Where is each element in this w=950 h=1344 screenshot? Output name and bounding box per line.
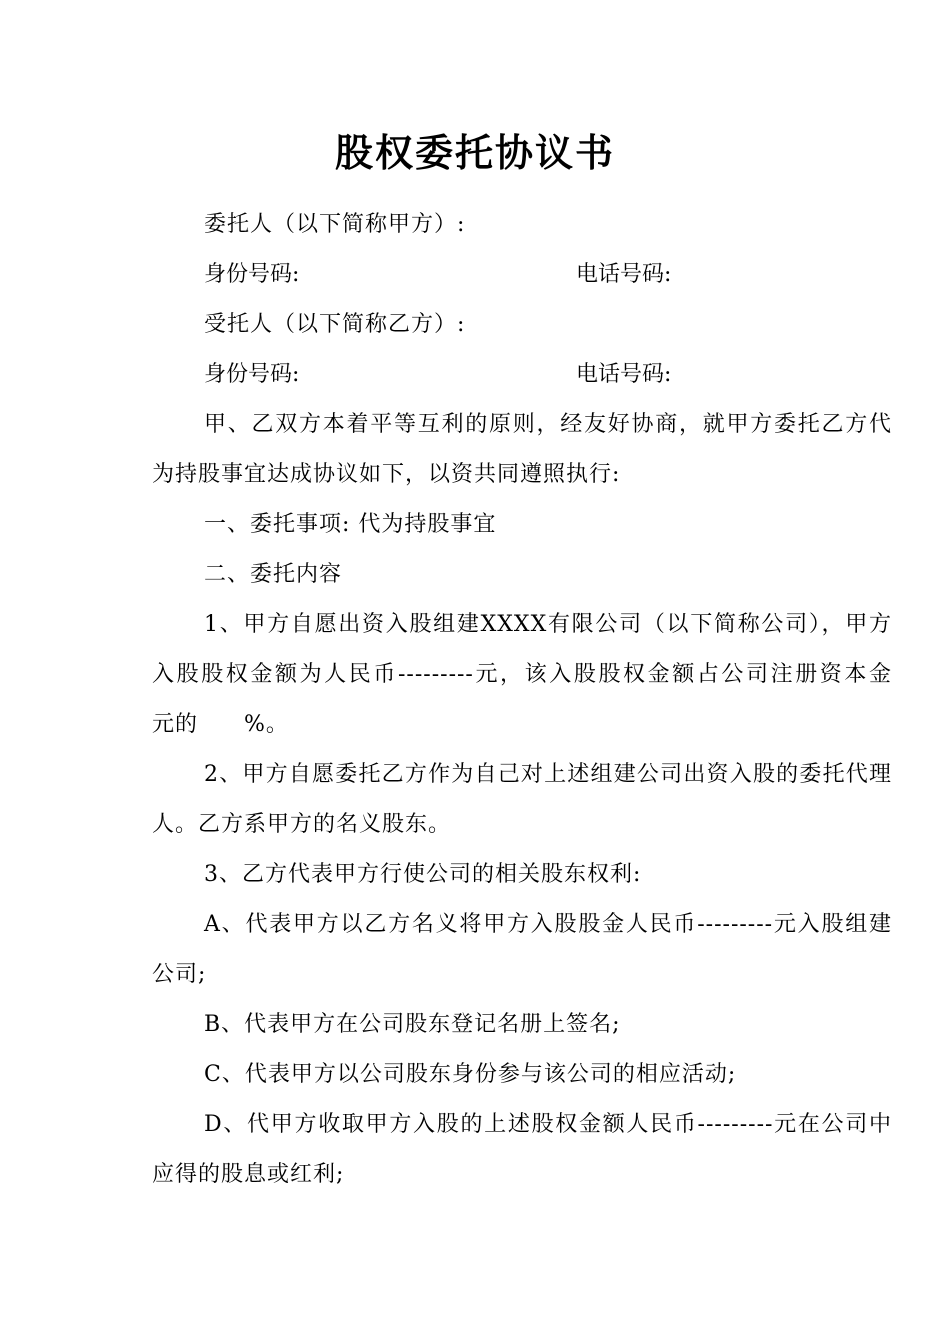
clause-c: C、代表甲方以公司股东身份参与该公司的相应活动; [204,1062,737,1087]
agent-phone-label: 电话号码: [576,362,672,387]
clause-3: 3、乙方代表甲方行使公司的相关股东权利: [204,862,642,887]
document-body [152,200,939,1200]
principal-line: 委托人（以下简称甲方）: [204,212,466,237]
principal-id-label: 身份号码: [204,262,300,287]
principal-phone-label: 电话号码: [576,262,672,287]
section-two: 二、委托内容 [204,562,343,587]
intro-paragraph: 甲、乙双方本着平等互利的原则，经友好协商，就甲方委托乙方代为持股事宜达成协议如下，以资共同遵照执行: [152,412,892,487]
agent-contact-row [152,350,892,400]
agent-id-label: 身份号码: [204,362,300,387]
clause-2: 2、甲方自愿委托乙方作为自己对上述组建公司出资入股的委托代理人。乙方系甲方的名义股东。 [152,762,892,837]
clause-b: B、代表甲方在公司股东登记名册上签名; [204,1012,621,1037]
agent-line: 受托人（以下简称乙方）: [204,312,466,337]
section-one: 一、委托事项: 代为持股事宜 [204,512,497,537]
principal-contact-row [152,250,892,300]
clause-a: A、代表甲方以乙方名义将甲方入股股金人民币---------元入股组建公司; [152,912,892,987]
clause-1: 1、甲方自愿出资入股组建XXXX有限公司（以下简称公司），甲方入股股权金额为人民币---------元，该入股股权金额占公司注册资本金 元的 %。 [152,612,939,737]
document-title: 股权委托协议书 [334,131,615,175]
clause-d: D、代甲方收取甲方入股的上述股权金额人民币---------元在公司中应得的股息或红利; [152,1112,892,1187]
